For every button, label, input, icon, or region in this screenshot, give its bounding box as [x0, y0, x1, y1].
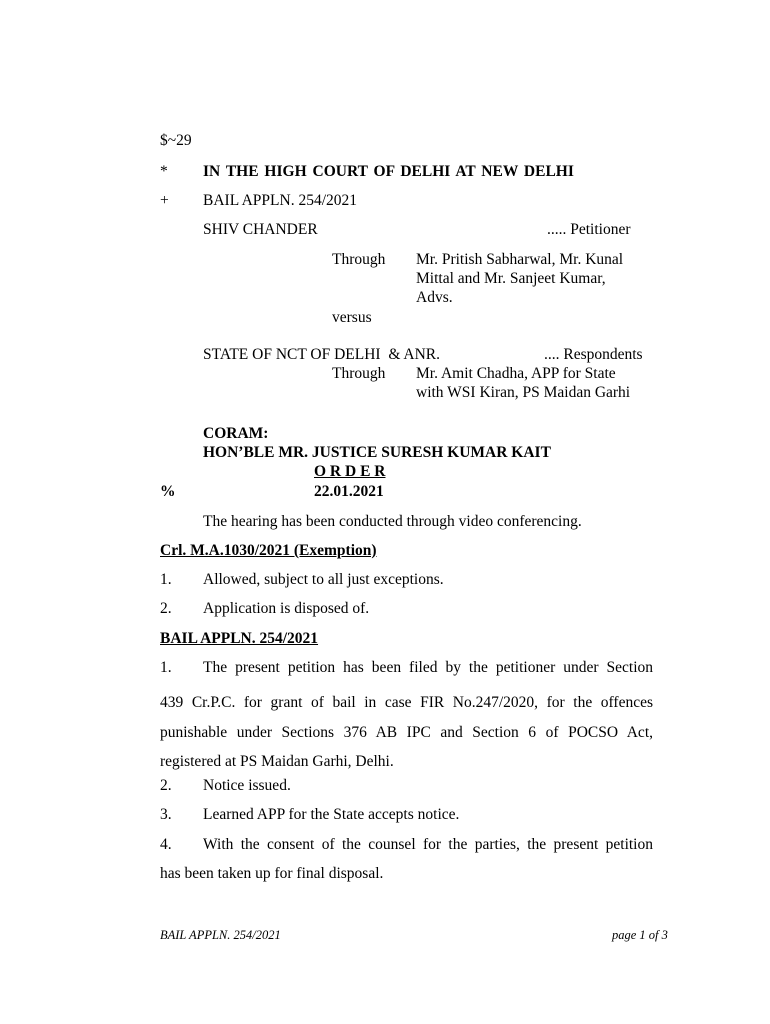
case-marker: $~29: [160, 132, 192, 149]
respondent-through-label: Through: [332, 365, 386, 382]
court-name: IN THE HIGH COURT OF DELHI AT NEW DELHI: [203, 163, 574, 180]
list-item-text: Allowed, subject to all just exceptions.: [203, 571, 444, 588]
para-number: 4.: [160, 836, 172, 853]
list-item-number: 2.: [160, 600, 172, 617]
petitioner-counsel-line: Advs.: [416, 289, 453, 306]
respondent-counsel-line: Mr. Amit Chadha, APP for State: [416, 365, 616, 382]
para-number: 2.: [160, 777, 172, 794]
order-heading: O R D E R: [314, 463, 386, 480]
para-1-first-line: The present petition has been filed by the petitioner under Section: [203, 659, 653, 676]
para-number: 1.: [160, 659, 172, 676]
plus-marker: +: [160, 192, 169, 209]
respondent-counsel-line: with WSI Kiran, PS Maidan Garhi: [416, 384, 631, 401]
footer-page-number: page 1 of 3: [612, 928, 668, 942]
coram-label: CORAM:: [203, 425, 269, 442]
petitioner-counsel-line: Mittal and Mr. Sanjeet Kumar,: [416, 270, 606, 287]
para-number: 3.: [160, 806, 172, 823]
star-marker: *: [160, 163, 168, 180]
section-heading-bail: BAIL APPLN. 254/2021: [160, 630, 319, 647]
hearing-note: The hearing has been conducted through video conferencing.: [203, 513, 582, 530]
section-heading-exemption: Crl. M.A.1030/2021 (Exemption): [160, 542, 377, 559]
list-item-text: Application is disposed of.: [203, 600, 370, 617]
petitioner-role: ..... Petitioner: [547, 221, 631, 238]
petitioner-counsel-line: Mr. Pritish Sabharwal, Mr. Kunal: [416, 251, 624, 268]
respondent-role: .... Respondents: [544, 346, 643, 363]
para-4-first-line: With the consent of the counsel for the parties, the present petition: [203, 836, 653, 853]
para-2-text: Notice issued.: [203, 777, 291, 794]
para-3-text: Learned APP for the State accepts notice.: [203, 806, 460, 823]
order-date: 22.01.2021: [314, 483, 384, 500]
list-item-number: 1.: [160, 571, 172, 588]
respondent-name: STATE OF NCT OF DELHI & ANR.: [203, 346, 441, 363]
case-number: BAIL APPLN. 254/2021: [203, 192, 358, 209]
percent-marker: %: [160, 483, 176, 500]
versus-label: versus: [332, 309, 372, 326]
footer-case-number: BAIL APPLN. 254/2021: [160, 928, 281, 942]
petitioner-name: SHIV CHANDER: [203, 221, 318, 238]
judge-name: HON’BLE MR. JUSTICE SURESH KUMAR KAIT: [203, 444, 551, 461]
para-1-continuation: 439 Cr.P.C. for grant of bail in case FIR No.247/2020, for the offences punishable under Sections 376 AB IPC and Section 6 of POCSO Act, registered at PS Maidan Garhi, Delhi.: [160, 694, 653, 770]
para-4-continuation: has been taken up for final disposal.: [160, 865, 384, 882]
petitioner-through-label: Through: [332, 251, 386, 268]
